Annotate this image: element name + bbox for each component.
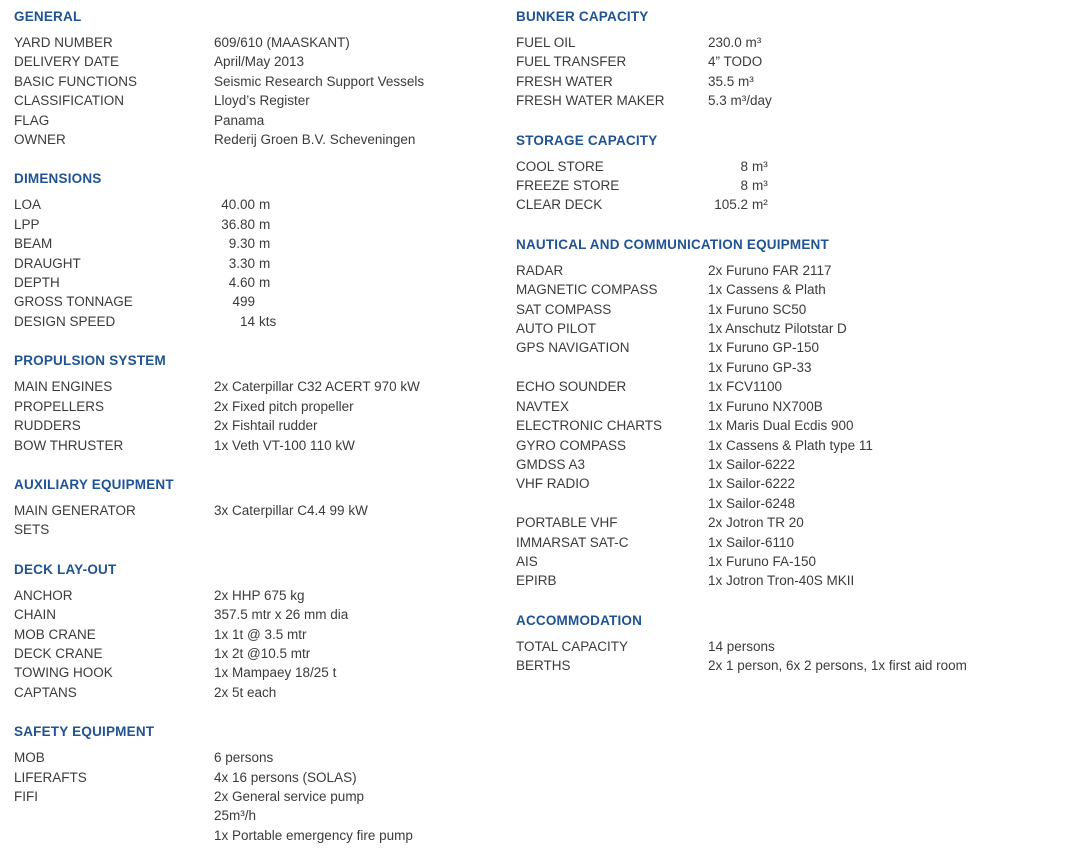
row-label-line: MAIN GENERATOR [14, 502, 136, 518]
row-label: DEPTH [14, 275, 60, 291]
spec-row [14, 397, 502, 416]
row-label: OWNER [14, 132, 66, 148]
row-label: GYRO COMPASS [516, 437, 627, 453]
row-value: 609/610 (MAASKANT) [214, 35, 350, 50]
value-unit: m [259, 236, 271, 252]
spec-row [516, 513, 1082, 532]
row-value: 230.0 m³ [708, 35, 762, 50]
row-value: 14 persons [708, 638, 775, 654]
value-unit: m [259, 197, 271, 213]
row-value-line: 1x Furuno GP-150 [708, 340, 820, 356]
row-label: EPIRB [516, 573, 557, 589]
section-title: NAUTICAL AND COMMUNICATION EQUIPMENT [516, 236, 829, 252]
row-value-line: 1x Sailor-6248 [708, 495, 796, 511]
row-label: VHF RADIO [516, 476, 590, 492]
row-label-line: SETS [14, 522, 50, 538]
row-value: 1x Jotron Tron-40S MKII [708, 573, 855, 589]
value-number: 105.2 [714, 197, 748, 213]
row-value [214, 215, 502, 234]
row-value: 1x Sailor-6222 [708, 456, 796, 472]
row-label: ELECTRONIC CHARTS [516, 418, 663, 434]
section [14, 563, 502, 702]
spec-row [516, 195, 1082, 214]
value-number: 8 [740, 158, 748, 174]
row-value: 1x Furuno SC50 [708, 301, 807, 317]
row-label: CAPTANS [14, 684, 77, 700]
row-value-line: 1x Portable emergency fire pump [214, 827, 413, 843]
row-label: DRAUGHT [14, 255, 81, 271]
value-unit: m³ [752, 158, 768, 174]
row-label: RADAR [516, 262, 564, 278]
row-value: 1x 1t @ 3.5 mtr [214, 626, 307, 642]
spec-row [516, 436, 1082, 455]
row-label: TOTAL CAPACITY [516, 638, 629, 654]
spec-row [516, 72, 1082, 91]
row-value: 2x Jotron TR 20 [708, 515, 804, 531]
spec-row [516, 261, 1082, 280]
value-number: 4.60 [228, 275, 255, 291]
value-number: 14 [239, 313, 255, 329]
row-value: 2x 1 person, 6x 2 persons, 1x first aid room [708, 658, 967, 674]
value-number: 8 [740, 178, 748, 194]
row-value: 5.3 m³/day [708, 93, 772, 109]
row-value: 2x HHP 675 kg [214, 587, 305, 603]
row-label: PORTABLE VHF [516, 515, 618, 531]
section [14, 354, 502, 455]
spec-row [14, 130, 502, 149]
row-value: 1x Furuno NX700B [708, 398, 823, 414]
spec-row [516, 319, 1082, 338]
spec-row [14, 644, 502, 663]
spec-row [14, 501, 502, 540]
row-label: FLAG [14, 112, 50, 128]
row-label: CLEAR DECK [516, 197, 603, 213]
spec-row [516, 280, 1082, 299]
row-label: TOWING HOOK [14, 665, 113, 681]
spec-row [14, 377, 502, 396]
row-value [214, 273, 502, 292]
section [516, 614, 1082, 676]
value-unit: m [259, 216, 271, 232]
column-right [516, 10, 1082, 699]
row-label: DECK CRANE [14, 645, 103, 661]
row-value-line: 2x General service pump [214, 788, 365, 804]
section-title: STORAGE CAPACITY [516, 132, 658, 148]
spec-row [516, 656, 1082, 675]
row-label: BASIC FUNCTIONS [14, 73, 138, 89]
value-unit: m [259, 255, 271, 271]
spec-row [516, 377, 1082, 396]
value-number: 36.80 [221, 216, 255, 232]
row-value: Panama [214, 112, 265, 128]
section [14, 172, 502, 331]
row-label: CHAIN [14, 607, 57, 623]
value-number: 40.00 [221, 197, 255, 213]
row-value: 3x Caterpillar C4.4 99 kW [214, 502, 368, 518]
row-label: MAGNETIC COMPASS [516, 282, 658, 298]
row-value [214, 254, 502, 273]
section [516, 134, 1082, 215]
row-label: MAIN ENGINES [14, 379, 113, 395]
value-unit: m³ [752, 178, 768, 194]
section [14, 478, 502, 540]
spec-row [14, 91, 502, 110]
row-label: IMMARSAT SAT-C [516, 534, 629, 550]
row-label [14, 501, 214, 540]
spec-row [14, 72, 502, 91]
row-value: 2x Furuno FAR 2117 [708, 262, 832, 278]
row-label: SAT COMPASS [516, 301, 612, 317]
row-value: 2x Caterpillar C32 ACERT 970 kW [214, 379, 420, 395]
row-value: 6 persons [214, 750, 274, 766]
spec-row [14, 254, 502, 273]
row-label: BEAM [14, 236, 53, 252]
row-label: ECHO SOUNDER [516, 379, 627, 395]
spec-row [516, 33, 1082, 52]
row-value: 35.5 m³ [708, 73, 754, 89]
row-value: 2x Fishtail rudder [214, 418, 318, 434]
row-value: Lloyd’s Register [214, 93, 310, 109]
section-title: DIMENSIONS [14, 171, 102, 187]
spec-row [516, 91, 1082, 110]
spec-row [14, 33, 502, 52]
row-label: ANCHOR [14, 587, 73, 603]
row-value [708, 338, 1082, 377]
spec-row [14, 663, 502, 682]
section-title: GENERAL [14, 9, 82, 24]
row-value: Rederij Groen B.V. Scheveningen [214, 132, 416, 148]
value-number: 9.30 [228, 236, 255, 252]
row-label: BOW THRUSTER [14, 437, 124, 453]
row-label: NAVTEX [516, 398, 570, 414]
row-label: RUDDERS [14, 418, 81, 434]
row-label: DESIGN SPEED [14, 313, 116, 329]
row-value [214, 312, 502, 331]
row-label: LIFERAFTS [14, 769, 87, 785]
spec-row [14, 312, 502, 331]
spec-row [516, 397, 1082, 416]
row-label: FRESH WATER MAKER [516, 93, 665, 109]
spec-row [14, 605, 502, 624]
row-label: LOA [14, 197, 42, 213]
spec-row [14, 215, 502, 234]
spec-row [516, 300, 1082, 319]
row-value [214, 292, 502, 311]
spec-row [516, 571, 1082, 590]
spec-row [14, 787, 502, 845]
section-title: PROPULSION SYSTEM [14, 353, 166, 369]
spec-row [516, 176, 1082, 195]
row-value: 1x Sailor-6110 [708, 534, 795, 550]
row-label: MOB CRANE [14, 626, 96, 642]
row-value: 2x 5t each [214, 684, 277, 700]
spec-row [516, 474, 1082, 513]
spec-row [14, 625, 502, 644]
row-label: FIFI [14, 788, 38, 804]
row-value [214, 195, 502, 214]
row-value [708, 474, 1082, 513]
row-value: 1x Cassens & Plath type 11 [708, 437, 873, 453]
section-title: SAFETY EQUIPMENT [14, 724, 155, 740]
row-label: PROPELLERS [14, 398, 105, 414]
row-value: 2x Fixed pitch propeller [214, 398, 354, 414]
spec-row [14, 292, 502, 311]
row-value [708, 195, 1082, 214]
spec-row [14, 195, 502, 214]
section [516, 10, 1082, 111]
row-label: FUEL OIL [516, 35, 576, 50]
row-label: BERTHS [516, 658, 571, 674]
row-value: 4x 16 persons (SOLAS) [214, 769, 357, 785]
spec-row [516, 338, 1082, 377]
row-label: COOL STORE [516, 158, 604, 174]
spec-row [516, 52, 1082, 71]
row-label: CLASSIFICATION [14, 93, 125, 109]
row-label: FUEL TRANSFER [516, 54, 627, 70]
row-label: AIS [516, 553, 538, 569]
row-value-line: 1x Sailor-6222 [708, 476, 796, 492]
section [14, 725, 502, 845]
spec-row [516, 416, 1082, 435]
spec-row [516, 157, 1082, 176]
section-title: AUXILIARY EQUIPMENT [14, 476, 174, 492]
row-label: FREEZE STORE [516, 178, 620, 194]
section-title: BUNKER CAPACITY [516, 9, 649, 24]
row-value [708, 157, 1082, 176]
row-value-line: 1x Furuno GP-33 [708, 359, 812, 375]
row-label: LPP [14, 216, 40, 232]
row-value: 1x Cassens & Plath [708, 282, 826, 298]
value-number: 499 [232, 294, 255, 310]
row-value: 4” TODO [708, 54, 763, 70]
spec-row [516, 533, 1082, 552]
spec-row [14, 111, 502, 130]
spec-row [14, 416, 502, 435]
row-value [708, 176, 1082, 195]
row-value: 1x Anschutz Pilotstar D [708, 321, 847, 337]
spec-row [14, 748, 502, 767]
spec-row [14, 273, 502, 292]
section-title: ACCOMMODATION [516, 612, 643, 628]
row-value: 1x Furuno FA-150 [708, 553, 817, 569]
row-value: Seismic Research Support Vessels [214, 73, 425, 89]
row-value-line: 25m³/h [214, 808, 257, 824]
row-value: 1x 2t @10.5 mtr [214, 645, 311, 661]
spec-row [14, 586, 502, 605]
row-label: MOB [14, 750, 45, 766]
section [14, 10, 502, 149]
column-left [14, 10, 502, 868]
spec-row [516, 637, 1082, 656]
row-value: 1x FCV1100 [708, 379, 783, 395]
row-label: GROSS TONNAGE [14, 294, 133, 310]
spec-row [14, 683, 502, 702]
row-value: 1x Maris Dual Ecdis 900 [708, 418, 854, 434]
value-number: 3.30 [228, 255, 255, 271]
row-value: 357.5 mtr x 26 mm dia [214, 607, 349, 623]
row-value: April/May 2013 [214, 54, 305, 70]
spec-row [14, 436, 502, 455]
row-label: YARD NUMBER [14, 35, 113, 50]
spec-row [516, 455, 1082, 474]
row-value [214, 234, 502, 253]
spec-row [14, 768, 502, 787]
row-label: GPS NAVIGATION [516, 340, 630, 356]
spec-row [14, 234, 502, 253]
spec-row [516, 552, 1082, 571]
row-value: 1x Veth VT-100 110 kW [214, 437, 355, 453]
spec-row [14, 52, 502, 71]
row-value [214, 787, 502, 845]
value-unit: kts [259, 313, 277, 329]
row-label: DELIVERY DATE [14, 54, 120, 70]
row-label: AUTO PILOT [516, 321, 597, 337]
section [516, 238, 1082, 591]
row-value: 1x Mampaey 18/25 t [214, 665, 337, 681]
value-unit: m² [752, 197, 768, 213]
value-unit: m [259, 275, 271, 291]
row-label: FRESH WATER [516, 73, 613, 89]
row-label: GMDSS A3 [516, 456, 586, 472]
section-title: DECK LAY-OUT [14, 561, 117, 577]
